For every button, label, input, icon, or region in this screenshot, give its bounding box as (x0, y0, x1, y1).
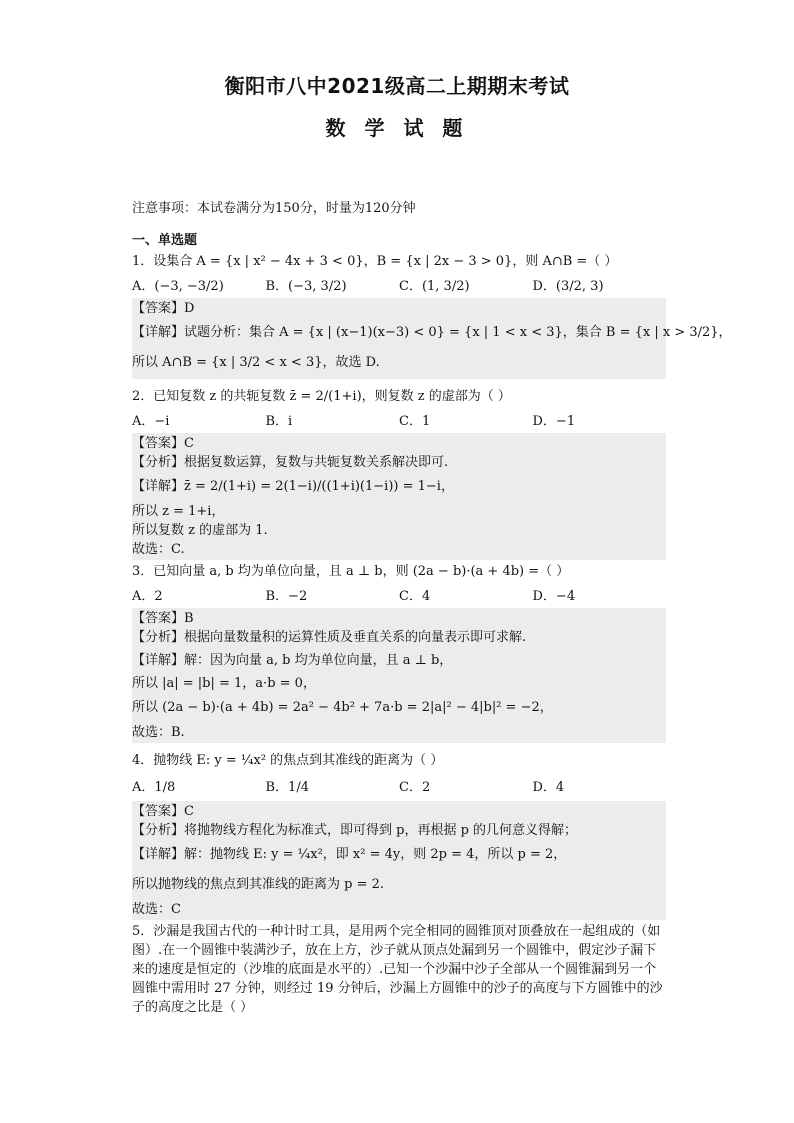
question-2-solution (132, 433, 666, 560)
detail-line: 【详解】试题分析：集合 A = {x | (x−1)(x−3) < 0} = {x | 1 < x < 3}，集合 B = {x | x > 3/2}， (132, 325, 732, 340)
analysis-line: 【分析】根据向量数量积的运算性质及垂直关系的向量表示即可求解. (132, 630, 527, 645)
detail-line: 【详解】解：抛物线 E: y = ¼x²，即 x² = 4y，则 2p = 4，所以 p = 2， (132, 847, 567, 862)
question-4-stem: 4．抛物线 E: y = ¼x² 的焦点到其准线的距离为（ ） (132, 753, 444, 768)
option-b: B．1/4 (265, 780, 309, 795)
question-4-solution (132, 801, 666, 920)
detail-line: 所以 z = 1+i， (132, 504, 225, 519)
detail-line: 故选：C. (132, 542, 185, 557)
question-1-stem: 1．设集合 A = {x | x² − 4x + 3 < 0}，B = {x | 2x − 3 > 0}，则 A∩B =（ ） (132, 254, 618, 269)
detail-line: 所以 (2a − b)·(a + 4b) = 2a² − 4b² + 7a·b = 2|a|² − 4|b|² = −2， (132, 700, 553, 715)
option-a: A．(−3, −3/2) (132, 279, 224, 294)
detail-line: 故选：C (132, 902, 181, 917)
question-5-stem: 5．沙漏是我国古代的一种计时工具，是用两个完全相同的圆锥顶对顶叠放在一起组成的（如图）.在一个圆锥中装满沙子，放在上方，沙子就从顶点处漏到另一个圆锥中，假定沙子漏下来的速度是恒定的（沙堆的底面是水平的）.已知一个沙漏中沙子全部从一个圆锥漏到另一个圆锥中需用时 27 分钟，则经过 19 分钟后，沙漏上方圆锥中的沙子的高度与下方圆锥中的沙子的高度之比是（ ） (132, 924, 663, 1015)
question-2-options (132, 412, 666, 431)
detail-line: 【详解】解：因为向量 a, b 均为单位向量，且 a ⊥ b， (132, 653, 453, 668)
option-b: B．(−3, 3/2) (265, 279, 347, 294)
answer-label: 【答案】C (132, 436, 194, 451)
detail-line: 所以 |a| = |b| = 1，a·b = 0， (132, 676, 316, 691)
option-c: C．(1, 3/2) (399, 279, 470, 294)
option-d: D．−1 (532, 414, 576, 429)
option-c: C．1 (399, 414, 431, 429)
exam-subtitle: 数 学 试 题 (325, 116, 469, 140)
answer-label: 【答案】D (132, 301, 195, 316)
option-c: C．4 (399, 589, 431, 604)
question-2-stem: 2．已知复数 z 的共轭复数 z̄ = 2/(1+i)，则复数 z 的虚部为（ ） (132, 389, 511, 404)
question-4-options (132, 778, 666, 797)
question-3-options (132, 587, 666, 606)
option-d: D．−4 (532, 589, 576, 604)
question-1-options (132, 277, 666, 296)
notice-text: 注意事项：本试卷满分为150分，时量为120分钟 (132, 201, 416, 216)
detail-line: 【详解】z̄ = 2/(1+i) = 2(1−i)/((1+i)(1−i)) = 1−i， (132, 479, 454, 494)
option-a: A．−i (132, 414, 170, 429)
exam-title: 衡阳市八中2021级高二上期期末考试 (224, 74, 570, 98)
detail-line: 故选：B. (132, 725, 185, 740)
question-3-stem: 3．已知向量 a, b 均为单位向量，且 a ⊥ b，则 (2a − b)·(a + 4b) =（ ） (132, 564, 570, 579)
option-b: B．−2 (265, 589, 308, 604)
detail-line: 所以复数 z 的虚部为 1. (132, 523, 268, 538)
answer-label: 【答案】B (132, 611, 194, 626)
detail-line: 所以抛物线的焦点到其准线的距离为 p = 2. (132, 877, 385, 892)
question-3-solution (132, 608, 666, 743)
answer-label: 【答案】C (132, 804, 194, 819)
analysis-line: 【分析】将抛物线方程化为标准式，即可得到 p，再根据 p 的几何意义得解； (132, 823, 578, 838)
option-a: A．2 (132, 589, 163, 604)
exam-content (132, 199, 732, 1017)
question-1-solution (132, 298, 732, 379)
analysis-line: 【分析】根据复数运算，复数与共轭复数关系解决即可. (132, 455, 449, 470)
option-a: A．1/8 (132, 780, 176, 795)
detail-line: 所以 A∩B = {x | 3/2 < x < 3}，故选 D. (132, 355, 380, 370)
section-heading: 一、单选题 (132, 233, 198, 248)
option-d: D．4 (532, 780, 565, 795)
option-c: C．2 (399, 780, 431, 795)
option-b: B．i (265, 414, 293, 429)
option-d: D．(3/2, 3) (532, 279, 604, 294)
